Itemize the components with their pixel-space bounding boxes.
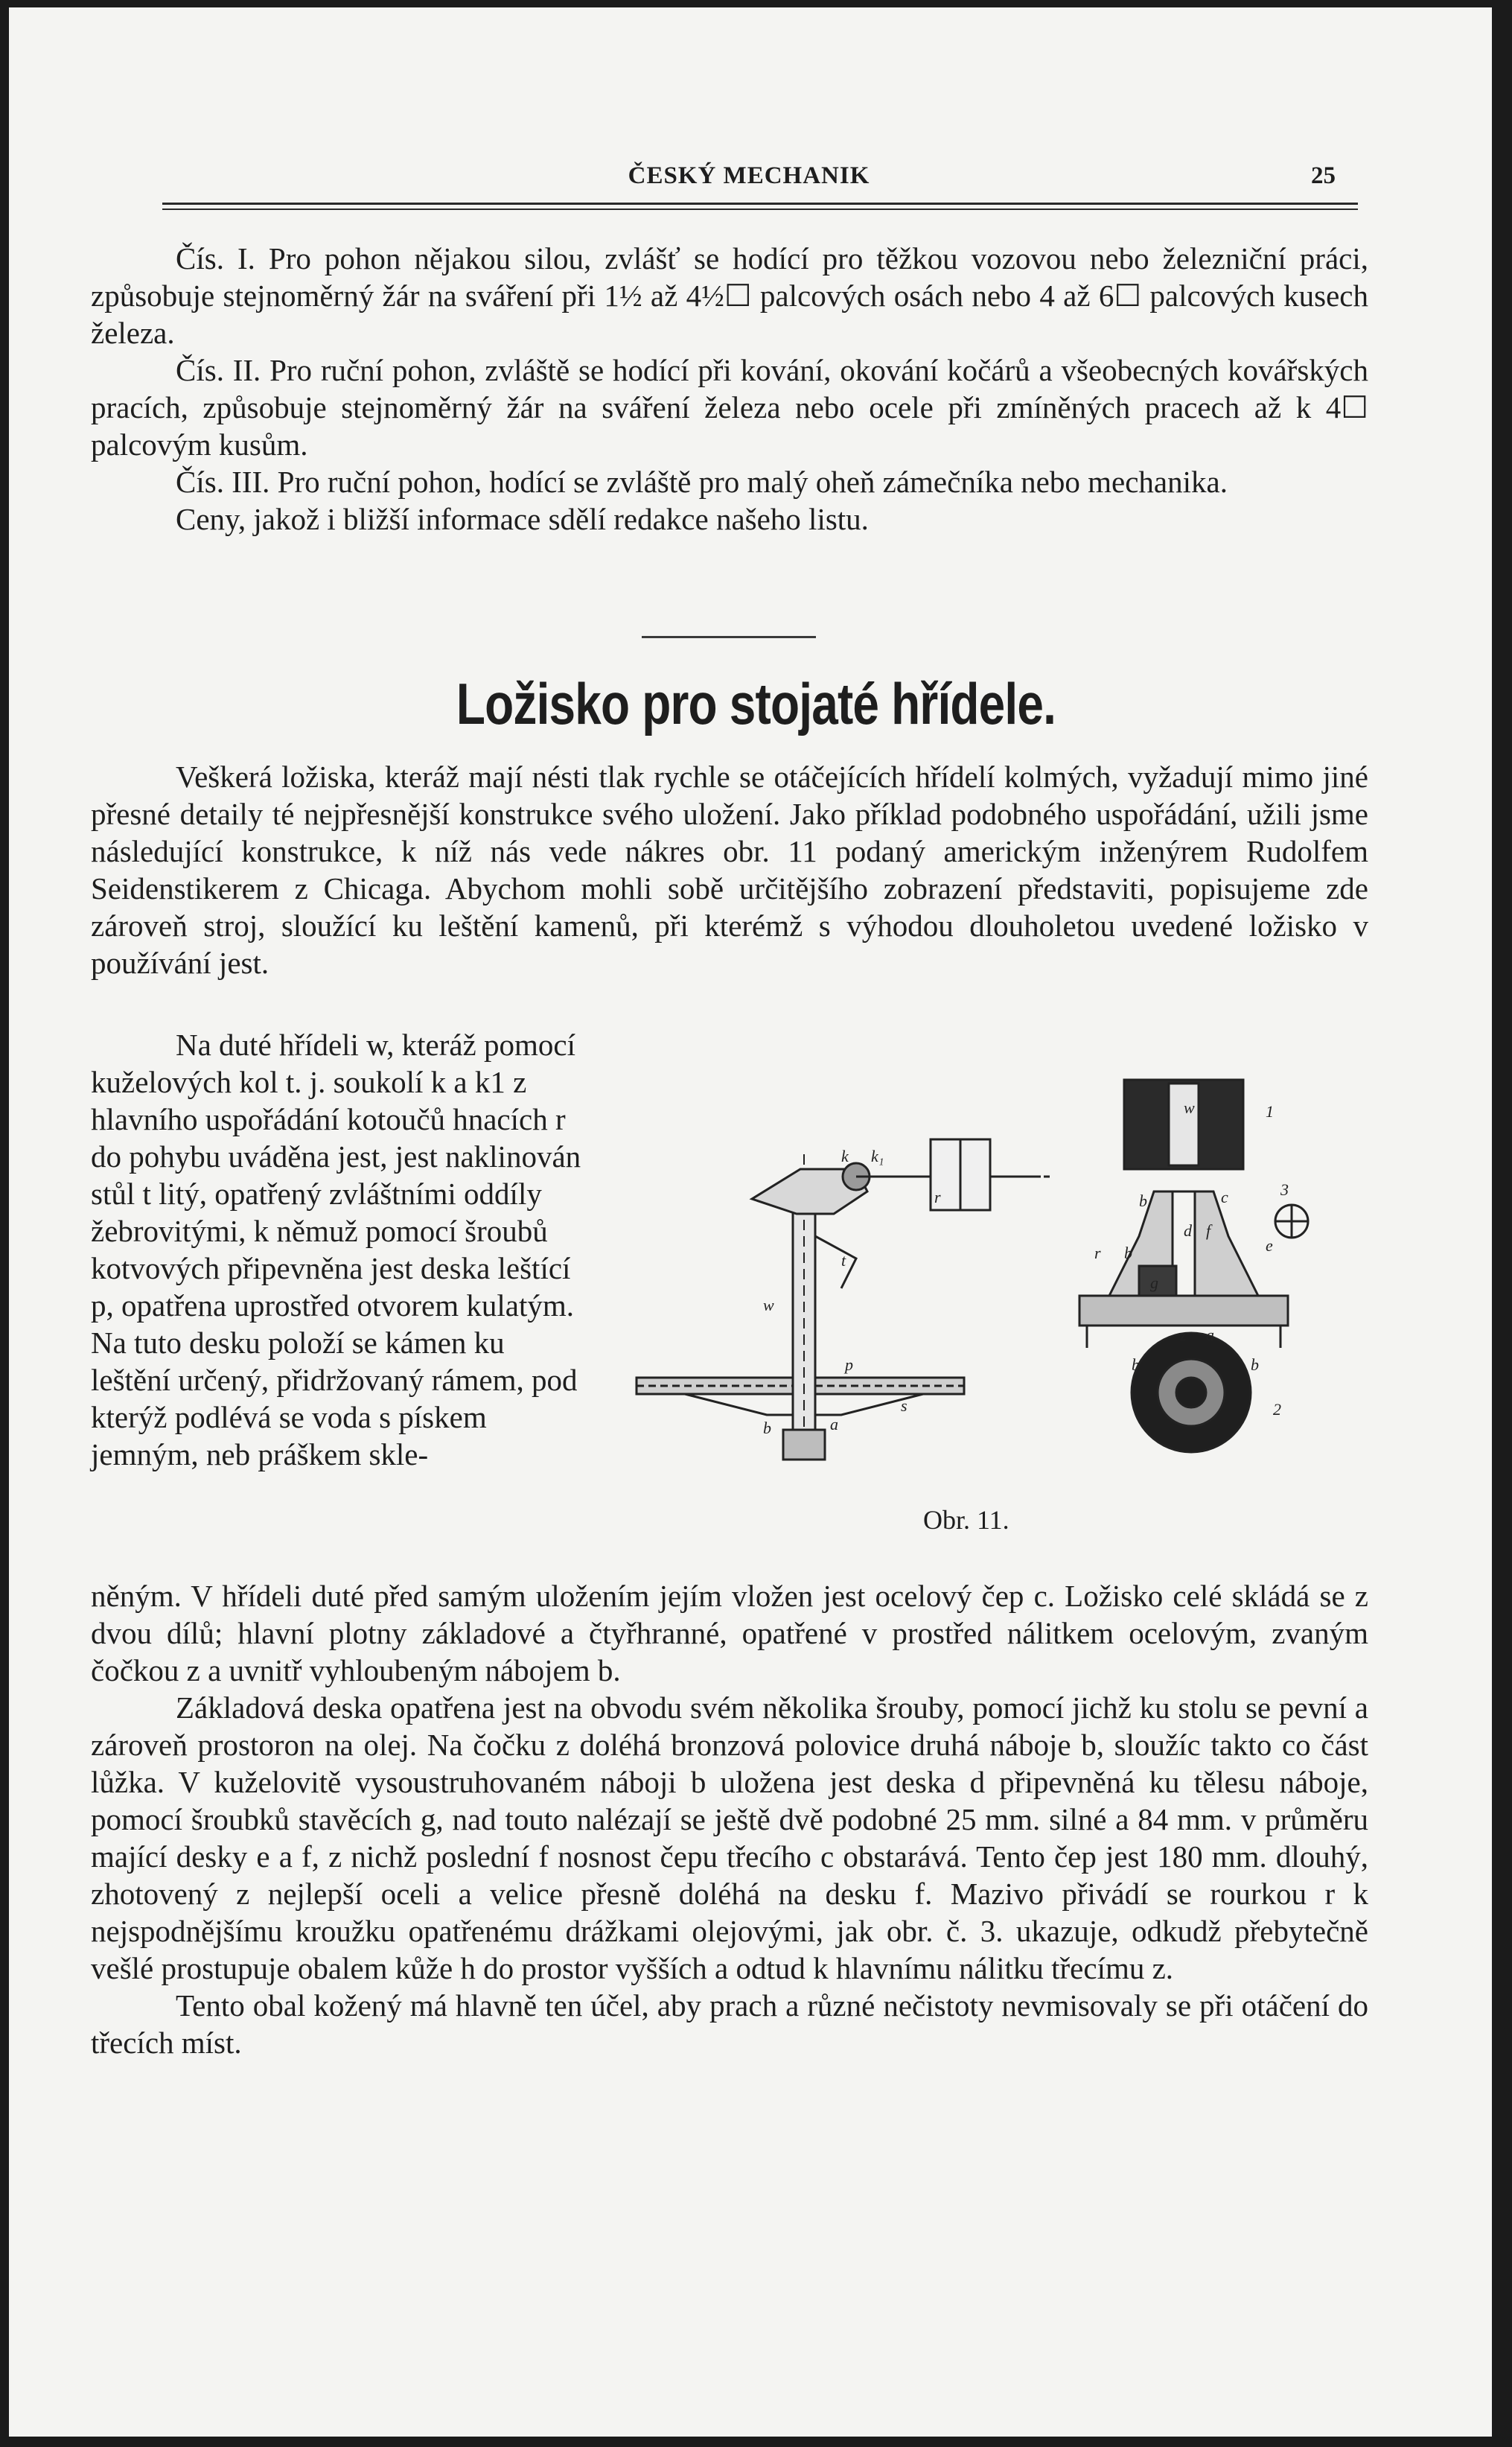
label-a-right: a <box>1206 1326 1214 1344</box>
bearing-drawing <box>618 1043 1362 1504</box>
label-b-right-2: b <box>1124 1244 1132 1262</box>
label-1: 1 <box>1266 1102 1274 1121</box>
article-title: Ložisko pro stojaté hřídele. <box>456 671 1056 736</box>
right-bearing-drawing <box>1079 1080 1308 1452</box>
label-k: k <box>841 1147 849 1165</box>
intro-para-3: Čís. III. Pro ruční pohon, hodící se zvláště pro malý oheň zámečníka nebo mechanika. <box>176 465 1228 499</box>
label-w: w <box>763 1296 774 1314</box>
label-a: a <box>830 1415 838 1433</box>
section-divider <box>642 636 816 638</box>
label-t: t <box>841 1251 846 1270</box>
label-z: z <box>1180 1326 1187 1344</box>
article-para-4: Tento obal kožený má hlavně ten účel, aby prach a různé nečistoty nevmisovaly se při otáčení do třecích míst. <box>91 1988 1368 2060</box>
label-f: f <box>1206 1221 1211 1240</box>
label-w-right: w <box>1184 1098 1195 1117</box>
label-c: c <box>1221 1188 1228 1206</box>
label-b-lower-right: b <box>1251 1355 1259 1374</box>
label-b-right: b <box>1139 1191 1147 1210</box>
label-s: s <box>901 1396 907 1415</box>
label-d: d <box>1184 1221 1192 1240</box>
label-r-right: r <box>1094 1244 1101 1262</box>
page-header <box>162 155 1336 195</box>
label-b: b <box>763 1419 771 1437</box>
label-k1: k₁ <box>871 1147 884 1165</box>
page-number: 25 <box>1311 162 1336 189</box>
article-para-1: Veškerá ložiska, kteráž mají nésti tlak rychle se otáčejících hřídelí kolmých, vyžadují mimo jiné přesné detaily té nejpřesnější konstrukce svého uložení. Jako příklad podobného uspořádání, užili jsme následující konstrukce, k níž nás vede nákres obr. 11 podaný americkým inženýrem Rudolfem Seidenstikerem z Chicaga. Abychom mohli sobě určitějšího zobrazení představiti, popisujeme zde zároveň stroj, sloužící ku leštění kamenů, při kterémž s výhodou dlouholetou uvedené ložisko v používání jest. <box>91 760 1368 980</box>
label-b-lower-left: b <box>1132 1355 1140 1374</box>
left-machine-drawing <box>637 1139 1050 1460</box>
article-intro <box>91 758 1368 981</box>
label-p: p <box>845 1355 853 1374</box>
label-3: 3 <box>1280 1180 1289 1199</box>
wrapped-paragraph <box>91 1026 582 1473</box>
header-rule-bottom <box>162 209 1358 210</box>
label-g: g <box>1150 1273 1158 1292</box>
article-para-2-rest: něným. V hřídeli duté před samým uložením jejím vložen jest ocelový čep c. Ložisko celé skládá se z dvou dílů; hlavní plotny základové a čtyřhranné, opatřené v prostřed nálitkem ocelovým, zvaným čočkou z a uvnitř vyhloubeným nábojem b. <box>91 1579 1368 1687</box>
label-e: e <box>1266 1236 1273 1255</box>
intro-text <box>91 240 1368 538</box>
running-title: ČESKÝ MECHANIK <box>628 162 870 189</box>
article-continuation <box>91 1577 1368 2061</box>
label-2: 2 <box>1273 1400 1281 1419</box>
article-para-2-wrapped: Na duté hřídeli w, kteráž pomocí kuželových kol t. j. soukolí k a k1 z hlavního uspořádání kotoučů hnacích r do pohybu uváděna jest, jest naklinován stůl t litý, opatřený zvláštními oddíly žebrovitými, k němuž pomocí šroubů kotvových připevněna jest deska leštící p, opatřena uprostřed otvorem kulatým. Na tuto desku položí se kámen ku leštění určený, přidržovaný rámem, pod kterýž podlévá se voda s pískem jemným, neb práškem skle- <box>91 1028 581 1471</box>
header-rule-top <box>162 203 1358 205</box>
figure-caption: Obr. 11. <box>923 1505 1009 1535</box>
figure-bearing <box>618 1043 1362 1549</box>
intro-para-4: Ceny, jakož i bližší informace sdělí redakce našeho listu. <box>176 502 869 536</box>
article-para-3: Základová deska opatřena jest na obvodu svém několika šrouby, pomocí jichž ku stolu se pevní a zároveň prostoron na olej. Na čočku z doléhá bronzová polovice druhá náboje b, sloužíc takto co část lůžka. V kuželovitě vysoustruhovaném náboji b uložena jest deska d připevněná ku tělesu náboje, pomocí šroubků stavěcích g, nad touto nalézají se ještě dvě podobné 25 mm. silné a 84 mm. v průměru mající desky e a f, z nichž poslední f nosnost čepu třecího c obstarává. Tento čep jest 180 mm. dlouhý, zhotovený z nejlepší oceli a velice přesně doléhá na desku f. Mazivo přivádí se rourkou r k nejspodnějšímu kroužku opatřenému drážkami olejovými, jak obr. č. 3. ukazuje, odkudž přebytečně vešlé prostupuje obalem kůže h do prostor vyšších a odtud k hlavnímu nálitku třecímu z. <box>91 1690 1368 1985</box>
label-r: r <box>934 1188 941 1206</box>
intro-para-1: Čís. I. Pro pohon nějakou silou, zvlášť se hodící pro těžkou vozovou nebo železniční práci, způsobuje stejnoměrný žár na sváření při 1½ až 4½☐ palcových osách nebo 4 až 6☐ palcových kusech železa. <box>91 241 1368 350</box>
intro-para-2: Čís. II. Pro ruční pohon, zvláště se hodící při kování, okování kočárů a všeobecných kovářských pracích, způsobuje stejnoměrný žár na sváření železa nebo ocele při zmíněných pracech až k 4☐ palcovým kusům. <box>91 353 1368 462</box>
